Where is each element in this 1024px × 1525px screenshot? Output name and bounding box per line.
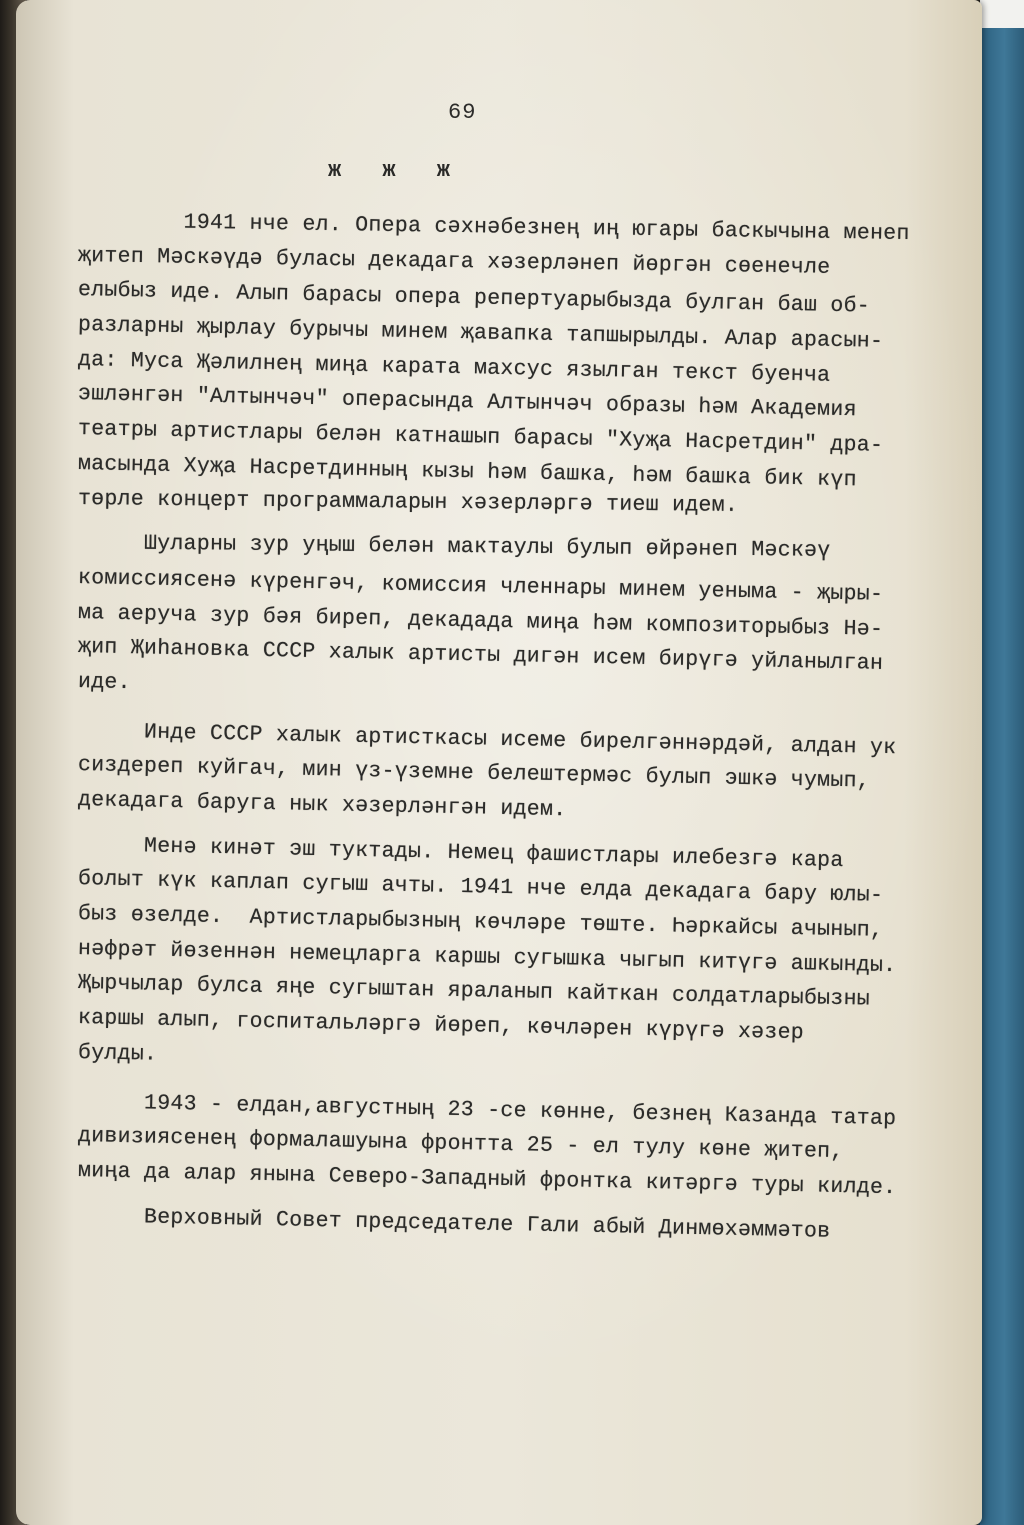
text-line: 1941 нче ел. Опера сәхнәбезнең иң югары баскычына менеп [77,209,910,247]
text-line: Менә кинәт эш туктады. Немец фашистлары илебезгә кара [77,832,844,873]
text-line: 1943 - елдан,августның 23 -се көнне, безнең Казанда татар [77,1089,897,1131]
text-line: да: Муса Җәлилнең миңа карата махсус язылган текст буенча [77,347,831,388]
text-line: сиздереп куйгач, мин үз-үземне белештермәс булып эшкә чумып, [77,753,871,794]
text-line: миңа да алар янына Северо-Западный фронтка китәргә туры килде. [77,1158,897,1201]
text-line: җип Җиһановка СССР халык артисты дигән исем бирүгә уйланылган [77,635,884,677]
text-line: Җырчылар булса яңе сугыштан яраланып кайткан солдатларыбызны [77,971,871,1013]
page-number: 69 [448,100,477,125]
text-line: разларны җырлау бурычы минем җавапка тапшырылды. Алар арасын- [77,313,884,354]
text-line: эшләнгән "Алтынчәч" операсында Алтынчәч образы һәм Академия [77,382,858,423]
text-line: төрле концерт программаларын хәзерләргә тиеш идем. [77,486,739,518]
book-cover-edge [978,28,1024,1525]
text-line: җитеп Мәскәүдә буласы декадага хәзерләнеп йөргән сөенечле [77,243,831,280]
text-line: нәфрәт йөзеннән немецларга каршы сугышка чыгып китүгә ашкынды. [77,936,897,978]
text-line: Шуларны зур уңыш белән мактаулы булып өйрәнеп Мәскәү [77,531,831,564]
text-line: булды. [77,1040,158,1067]
text-line: быз өзелде. Артистларыбызның көчләре төште. Һәркайсы ачынып, [77,902,884,943]
text-line: елыбыз иде. Алып барасы опера репертуарыбызда булган баш об- [77,278,871,319]
text-line: каршы алып, госпитальләргә йөреп, көчләрен күрүгә хәзер [77,1006,805,1046]
text-line: комиссиясенә күренгәч, комиссия членнары минем уеныма - җыры- [77,565,884,607]
section-divider: ж ж ж [328,158,465,183]
typed-text-body [77,204,958,1244]
text-line: иде. [77,669,132,696]
text-line: болыт күк каплап сугыш ачты. 1941 нче елда декадага бару юлы- [77,867,884,909]
text-line: театры артистлары белән катнашып барасы "Хуҗа Насретдин" дра- [77,417,884,458]
text-line: масында Хуҗа Насретдинның кызы һәм башка, һәм башка бик күп [77,451,858,493]
text-line: дивизиясенең формалашуына фронтта 25 - ел тулу көне җитеп, [77,1124,844,1165]
text-line: Верховный Совет председателе Гали абый Динмөхәммәтов [77,1203,831,1244]
text-line: Инде СССР халык артисткасы исеме бирелгәннәрдәй, алдан ук [77,718,897,760]
typewritten-page [16,0,982,1525]
text-line: декадага баруга нык хәзерләнгән идем. [77,788,567,823]
text-line: ма аеруча зур бәя биреп, декадада миңа һәм композиторыбыз Нә- [77,600,884,642]
